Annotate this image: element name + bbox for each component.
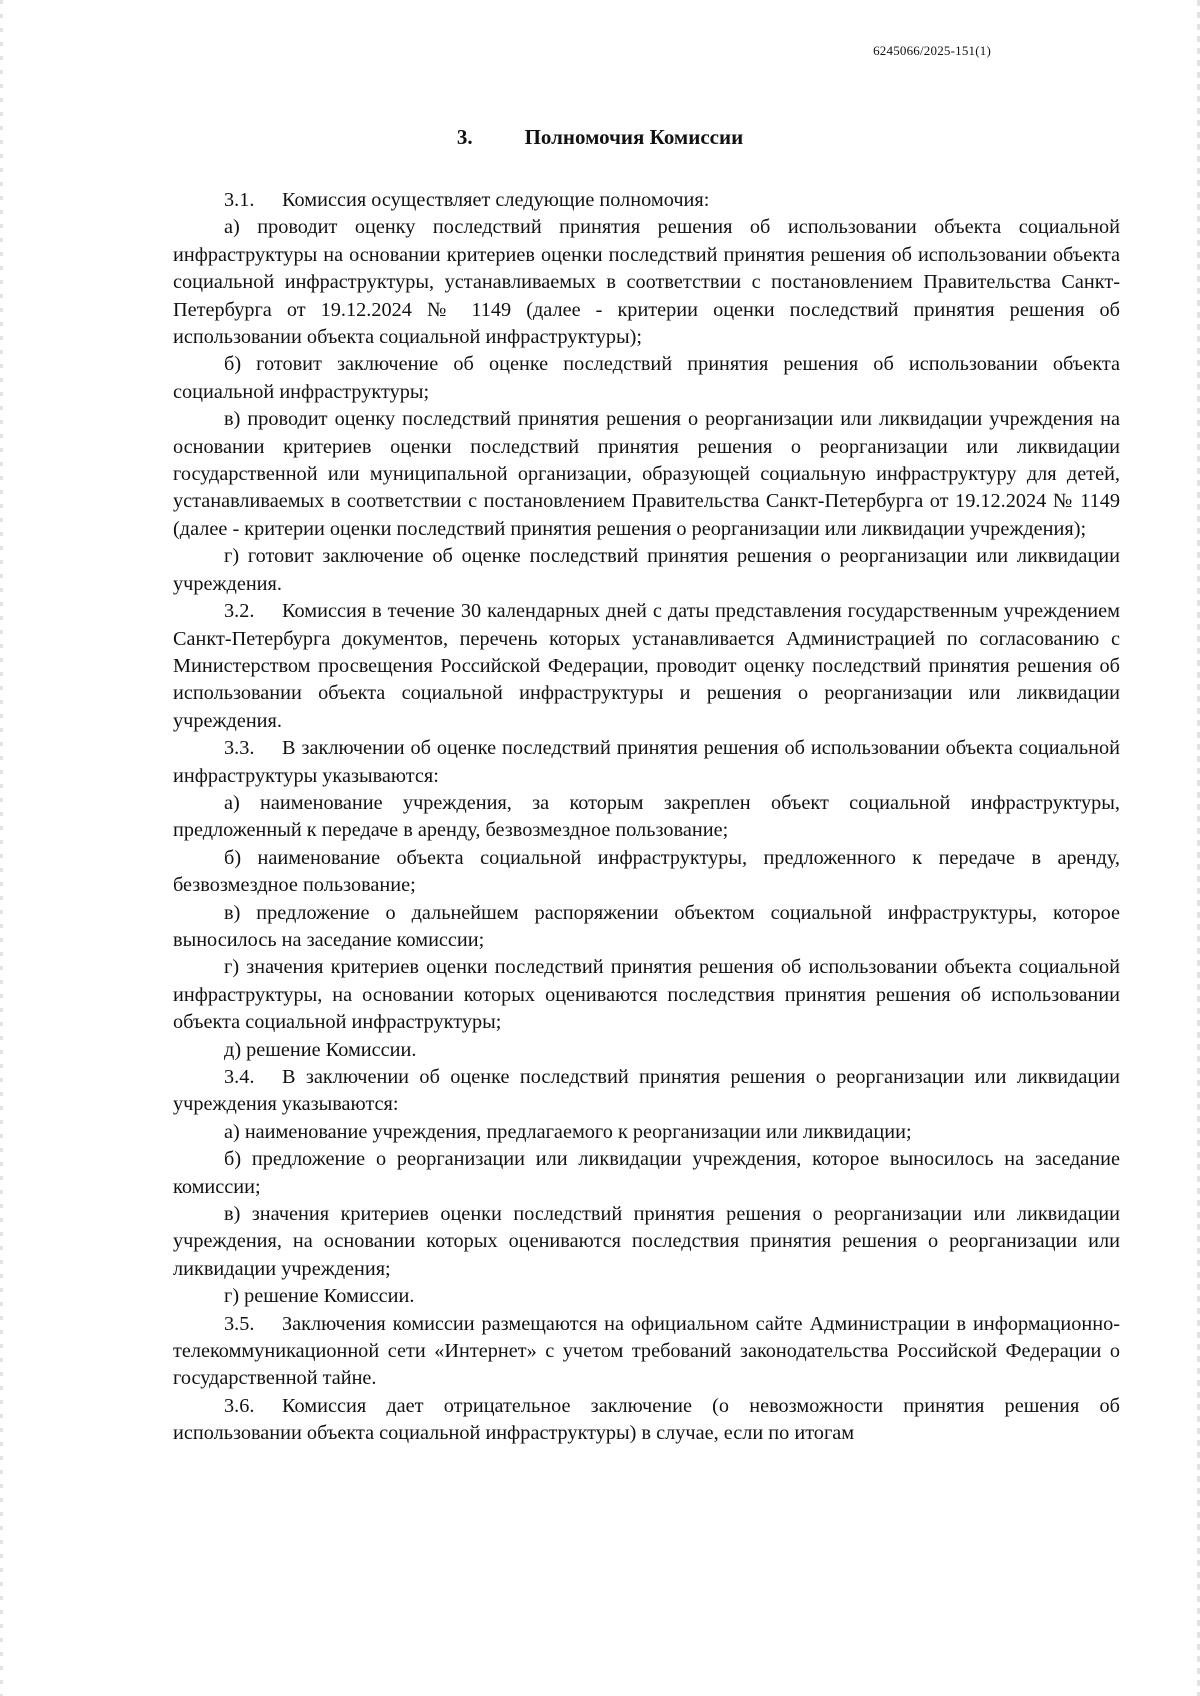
clause-paragraph (173, 1311, 1120, 1393)
list-item: а) наименование учреждения, предлагаемого к реорганизации или ликвидации; (224, 1120, 912, 1143)
clause-number: 3.1. (224, 189, 255, 211)
list-item: б) готовит заключение об оценке последствий принятия решения об использовании объекта социальной инфраструктуры; (173, 353, 1120, 403)
list-item: в) предложение о дальнейшем распоряжении объектом социальной инфраструктуры, которое выносилось на заседание комиссии; (173, 901, 1120, 951)
clause-paragraph (173, 735, 1120, 790)
clause-number: 3.3. (224, 737, 255, 760)
clause-text: В заключении об оценке последствий принятия решения об использовании объекта социальной инфраструктуры указываются: (173, 737, 1120, 787)
section-title: Полномочия Комиссии (524, 125, 744, 149)
list-item: г) решение Комиссии. (224, 1285, 415, 1308)
clause-text: Комиссия осуществляет следующие полномочия: (282, 189, 710, 211)
list-item: г) значения критериев оценки последствий принятия решения об использовании объекта социальной инфраструктуры, на основании которых оцениваются последствия принятия решения об использовании объекта социальной инфраструктуры; (173, 956, 1120, 1034)
clause-text: Комиссия в течение 30 календарных дней с даты представления государственным учреждением Санкт-Петербурга документов, перечень которых устанавливается Администрацией по согласованию с Министерством просвещения Российской Федерации, проводит оценку последствий принятия решения об использовании объекта социальной инфраструктуры и решения о реорганизации или ликвидации учреждения. (173, 600, 1120, 732)
section-number: 3. (456, 125, 473, 149)
list-item: д) решение Комиссии. (224, 1038, 417, 1061)
clause-text: В заключении об оценке последствий принятия решения о реорганизации или ликвидации учреждения указываются: (173, 1066, 1120, 1116)
clause-paragraph (173, 187, 1120, 214)
clause-paragraph (173, 598, 1120, 735)
document-id: 6245066/2025-151(1) (873, 43, 991, 58)
list-item: в) значения критериев оценки последствий принятия решения о реорганизации или ликвидации учреждения, на основании которых оцениваются последствия принятия решения о реорганизации или ликвидации учреждения; (173, 1203, 1120, 1280)
list-item: г) готовит заключение об оценке последствий принятия решения о реорганизации или ликвидации учреждения. (173, 545, 1120, 595)
clause-number: 3.4. (224, 1066, 255, 1088)
clause-paragraph (173, 1393, 1120, 1448)
clause-text: Комиссия дает отрицательное заключение (о невозможности принятия решения об использовании объекта социальной инфраструктуры) в случае, если по итогам (173, 1394, 1120, 1445)
clause-text: Заключения комиссии размещаются на официальном сайте Администрации в информационно-телекоммуникационной сети «Интернет» с учетом требований законодательства Российской Федерации о государственной тайне. (173, 1312, 1120, 1390)
list-item: в) проводит оценку последствий принятия решения о реорганизации или ликвидации учреждения на основании критериев оценки последствий принятия решения о реорганизации или ликвидации государственной или муниципальной организации, образующей социальную инфраструктуру для детей, устанавливаемых в соответствии с постановлением Правительства Санкт-Петербурга от 19.12.2024 № 1149 (далее - критерии оценки последствий принятия решения о реорганизации или ликвидации учреждения); (173, 408, 1120, 540)
clause-number: 3.2. (224, 600, 255, 623)
list-item: б) наименование объекта социальной инфраструктуры, предложенного к передаче в аренду, безвозмездное пользование; (173, 846, 1120, 897)
list-item: а) проводит оценку последствий принятия решения об использовании объекта социальной инфраструктуры на основании критериев оценки последствий принятия решения об использовании объекта социальной инфраструктуры, устанавливаемых в соответствии с постановлением Правительства Санкт-Петербурга от 19.12.2024 № 1149 (далее - критерии оценки последствий принятия решения об использовании объекта социальной инфраструктуры); (173, 216, 1120, 349)
clause-number: 3.5. (224, 1312, 255, 1335)
clause-paragraph (173, 1064, 1120, 1119)
list-item: б) предложение о реорганизации или ликвидации учреждения, которое выносилось на заседание комиссии; (173, 1148, 1120, 1198)
section-heading (0, 124, 1200, 150)
scan-edge-left (0, 0, 3, 1696)
list-item: а) наименование учреждения, за которым закреплен объект социальной инфраструктуры, предложенный к передаче в аренду, безвозмездное пользование; (173, 791, 1120, 842)
document-body (173, 187, 1120, 1448)
clause-number: 3.6. (224, 1394, 255, 1417)
